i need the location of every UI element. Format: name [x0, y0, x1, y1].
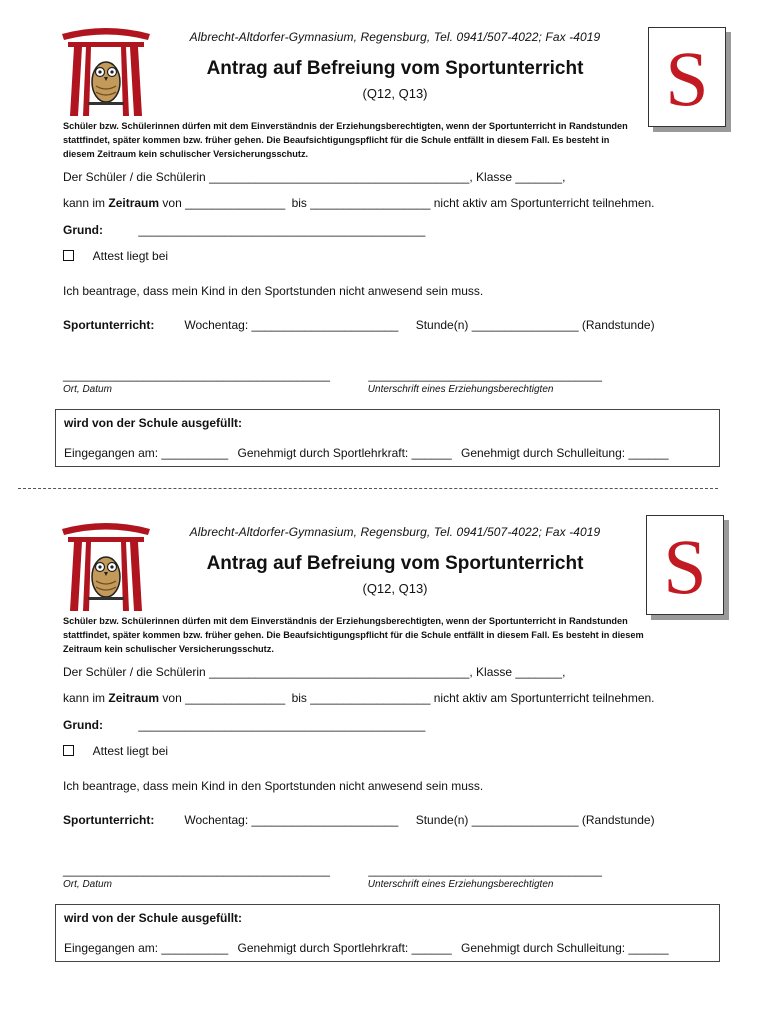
ort-datum-label: Ort, Datum [63, 384, 112, 395]
bis-label: bis [291, 691, 307, 705]
schulleitung-label: Genehmigt durch Schulleitung: [461, 941, 626, 955]
von-label: von [162, 691, 182, 705]
student-name-field[interactable]: _______________________________________ [209, 170, 470, 184]
form-title: Antrag auf Befreiung vom Sportunterricht [206, 553, 584, 574]
unterschrift-label: Unterschrift eines Erziehungsberechtigten [367, 879, 554, 890]
signature-labels [63, 879, 553, 890]
eingegangen-label: Eingegangen am: [64, 941, 159, 955]
intro-text: Schüler bzw. Schülerinnen dürfen mit dem Einverständnis der Erziehungsberechtigten, wenn der Sportunterricht in Randstunden stattfindet, später kommen bzw. früher gehen. Die Beaufsichtigungspflicht für die Schule entfällt in diesem Fall. Es besteht in diesem Zeitraum kein schulischer Versicherungsschutz. [63, 121, 628, 159]
ort-datum-label: Ort, Datum [63, 879, 112, 890]
attest-checkbox-icon[interactable] [63, 250, 74, 261]
stunde-label: Stunde(n) [415, 318, 469, 332]
sport-row [63, 813, 655, 827]
signature-field[interactable]: ___________________________________ [368, 368, 602, 382]
von-date-field[interactable]: _______________ [185, 196, 286, 210]
schulleitung-field[interactable]: ______ [628, 941, 669, 955]
grund-label: Grund: [63, 223, 103, 237]
schulleitung-field[interactable]: ______ [628, 446, 669, 460]
bis-date-field[interactable]: __________________ [310, 196, 431, 210]
kann-im-label: kann im [63, 691, 106, 705]
school-use-title: wird von der Schule ausgefüllt: [64, 911, 243, 925]
stunde-label: Stunde(n) [415, 813, 469, 827]
school-use-fields [64, 941, 669, 955]
form-subtitle: (Q12, Q13) [362, 581, 428, 596]
sport-label: Sportunterricht: [63, 318, 155, 332]
s-letter: S [663, 523, 707, 610]
sportlehrkraft-field[interactable]: ______ [411, 446, 452, 460]
cut-line [18, 488, 718, 489]
student-row [63, 665, 565, 679]
attest-row [63, 744, 168, 758]
grund-field[interactable]: ___________________________________________ [138, 223, 426, 237]
von-label: von [162, 196, 182, 210]
school-header-line: Albrecht-Altdorfer-Gymnasium, Regensburg, Tel. 0941/507-4022; Fax -4019 [189, 30, 601, 44]
class-label: , Klasse [469, 665, 513, 679]
zeitraum-label: Zeitraum [108, 691, 160, 705]
school-use-fields [64, 446, 669, 460]
sportlehrkraft-field[interactable]: ______ [411, 941, 452, 955]
sport-row [63, 318, 655, 332]
signature-labels [63, 384, 553, 395]
nicht-aktiv-text: nicht aktiv am Sportunterricht teilnehmen. [433, 691, 655, 705]
attest-checkbox-icon[interactable] [63, 745, 74, 756]
stunde-field[interactable]: ________________ [471, 813, 579, 827]
student-label: Der Schüler / die Schülerin [63, 665, 206, 679]
school-use-box [55, 904, 720, 962]
wochentag-field[interactable]: ______________________ [251, 813, 399, 827]
period-row [63, 196, 655, 210]
ort-datum-field[interactable]: ________________________________________ [63, 863, 330, 877]
grund-field[interactable]: ___________________________________________ [138, 718, 426, 732]
bis-label: bis [291, 196, 307, 210]
request-statement: Ich beantrage, dass mein Kind in den Sportstunden nicht anwesend sein muss. [63, 284, 484, 298]
form-title: Antrag auf Befreiung vom Sportunterricht [206, 58, 584, 79]
form-top [0, 0, 770, 480]
eingegangen-field[interactable]: __________ [161, 446, 229, 460]
student-label: Der Schüler / die Schülerin [63, 170, 206, 184]
wochentag-label: Wochentag: [184, 318, 249, 332]
sportlehrkraft-label: Genehmigt durch Sportlehrkraft: [237, 446, 409, 460]
wochentag-field[interactable]: ______________________ [251, 318, 399, 332]
attest-label: Attest liegt bei [92, 744, 169, 758]
unterschrift-label: Unterschrift eines Erziehungsberechtigten [367, 384, 554, 395]
stunde-field[interactable]: ________________ [471, 318, 579, 332]
von-date-field[interactable]: _______________ [185, 691, 286, 705]
schulleitung-label: Genehmigt durch Schulleitung: [461, 446, 626, 460]
zeitraum-label: Zeitraum [108, 196, 160, 210]
student-name-field[interactable]: _______________________________________ [209, 665, 470, 679]
signature-lines [63, 368, 602, 382]
randstunde-label: (Randstunde) [581, 318, 655, 332]
wochentag-label: Wochentag: [184, 813, 249, 827]
grund-label: Grund: [63, 718, 103, 732]
attest-label: Attest liegt bei [92, 249, 169, 263]
eingegangen-label: Eingegangen am: [64, 446, 159, 460]
reason-row [63, 223, 425, 237]
form-bottom [0, 495, 770, 975]
reason-row [63, 718, 425, 732]
signature-field[interactable]: ___________________________________ [368, 863, 602, 877]
signature-lines [63, 863, 602, 877]
s-badge [646, 515, 724, 615]
ort-datum-field[interactable]: ________________________________________ [63, 368, 330, 382]
randstunde-label: (Randstunde) [581, 813, 655, 827]
form-subtitle: (Q12, Q13) [362, 86, 428, 101]
sport-label: Sportunterricht: [63, 813, 155, 827]
student-row [63, 170, 565, 184]
school-header-line: Albrecht-Altdorfer-Gymnasium, Regensburg, Tel. 0941/507-4022; Fax -4019 [189, 525, 601, 539]
class-field[interactable]: _______, [515, 170, 566, 184]
s-badge [648, 27, 726, 127]
attest-row [63, 249, 168, 263]
s-letter: S [665, 35, 709, 122]
bis-date-field[interactable]: __________________ [310, 691, 431, 705]
class-field[interactable]: _______, [515, 665, 566, 679]
period-row [63, 691, 655, 705]
intro-text: Schüler bzw. Schülerinnen dürfen mit dem Einverständnis der Erziehungsberechtigten, wenn der Sportunterricht in Randstunden stattfindet, später kommen bzw. früher gehen. Die Beaufsichtigungspflicht für die Schule entfällt in diesem Fall. Es besteht in diesem Zeitraum kein schulischer Versicherungsschutz. [63, 616, 644, 654]
eingegangen-field[interactable]: __________ [161, 941, 229, 955]
school-use-box [55, 409, 720, 467]
kann-im-label: kann im [63, 196, 106, 210]
request-statement: Ich beantrage, dass mein Kind in den Sportstunden nicht anwesend sein muss. [63, 779, 484, 793]
sportlehrkraft-label: Genehmigt durch Sportlehrkraft: [237, 941, 409, 955]
school-use-title: wird von der Schule ausgefüllt: [64, 416, 243, 430]
class-label: , Klasse [469, 170, 513, 184]
nicht-aktiv-text: nicht aktiv am Sportunterricht teilnehmen. [433, 196, 655, 210]
